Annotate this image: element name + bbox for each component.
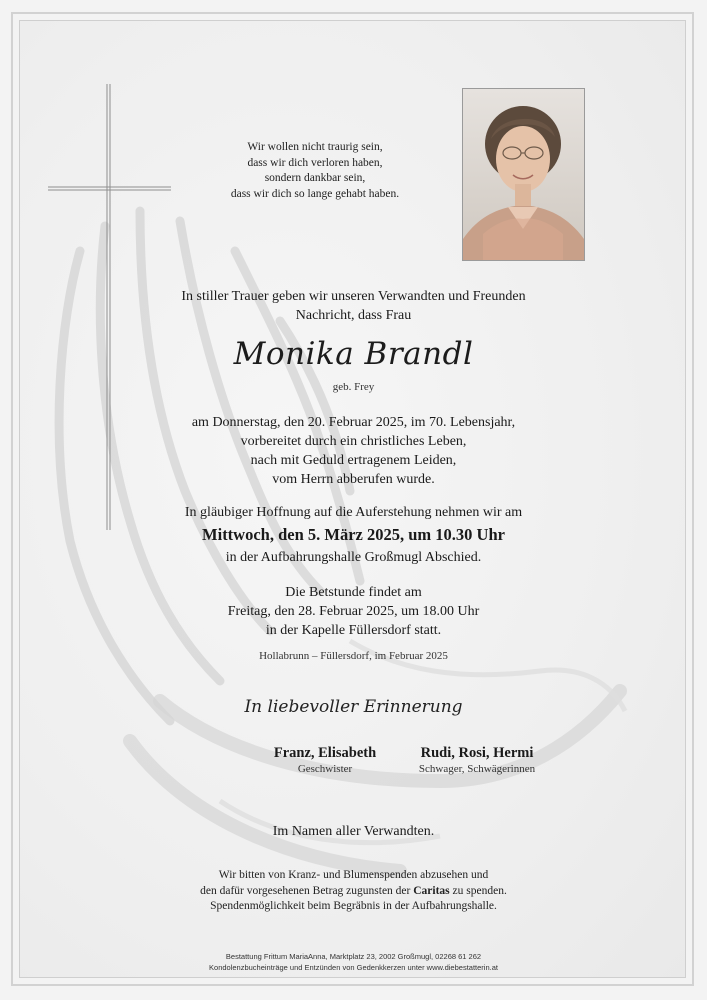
intro-text (0, 287, 707, 325)
funeral-intro: In gläubiger Hoffnung auf die Auferstehung nehmen wir am (184, 505, 523, 520)
poem-line: Wir wollen nicht traurig sein, (247, 141, 383, 153)
intro-line: In stiller Trauer geben wir unseren Verwandten und Freunden (181, 289, 526, 304)
birth-name: geb. Frey (332, 381, 375, 393)
deceased-name: Monika Brandl (233, 336, 474, 372)
donation-text: den dafür vorgesehenen Betrag zugunsten der (200, 884, 414, 897)
prayer-hour-line: Die Betstunde findet am (285, 585, 422, 600)
mourner-group (250, 744, 400, 776)
relatives-line: Im Namen aller Verwandten. (272, 824, 435, 839)
death-notice-line: vorbereitet durch ein christliches Leben, (240, 434, 467, 449)
footer-line: Bestattung Frittum MariaAnna, Marktplatz 23, 2002 Großmugl, 02268 61 262 (225, 952, 482, 961)
footer-line: Kondolenzbucheinträge und Entzünden von Gedenkkerzen unter www.diebestatterin.at (209, 963, 498, 972)
prayer-hour-line: Freitag, den 28. Februar 2025, um 18.00 Uhr (227, 604, 480, 619)
memory-heading: In liebevoller Erinnerung (244, 697, 463, 717)
intro-line: Nachricht, dass Frau (295, 308, 412, 323)
poem-line: dass wir dich so lange gehabt haben. (230, 187, 400, 200)
mourner-names: Franz, Elisabeth (273, 745, 377, 761)
donation-line: Spendenmöglichkeit beim Begräbnis in der Aufbahrungshalle. (210, 900, 497, 912)
funeral-date: Mittwoch, den 5. März 2025, um 10.30 Uhr (202, 525, 505, 544)
poem-line: dass wir dich verloren haben, (247, 156, 383, 169)
funeral-location: in der Aufbahrungshalle Großmugl Abschied. (225, 550, 482, 565)
donation-note (0, 868, 707, 915)
charity-name: Caritas (413, 884, 450, 897)
funeral-home-footer (0, 951, 707, 973)
death-notice-line: nach mit Geduld ertragenem Leiden, (250, 453, 457, 468)
prayer-hour (0, 583, 707, 640)
death-notice (0, 413, 707, 489)
memorial-poem (190, 140, 440, 202)
place-date: Hollabrunn – Füllersdorf, im Februar 2025 (259, 650, 448, 662)
death-notice-line: vom Herrn abberufen wurde. (272, 472, 435, 487)
mourner-names: Rudi, Rosi, Hermi (420, 745, 534, 761)
donation-text: zu spenden. (449, 884, 507, 897)
mourner-relation: Schwager, Schwägerinnen (418, 763, 536, 775)
prayer-hour-line: in der Kapelle Füllersdorf statt. (265, 623, 442, 638)
mourner-group (397, 744, 557, 776)
death-notice-line: am Donnerstag, den 20. Februar 2025, im 70. Lebensjahr, (191, 415, 516, 430)
poem-line: sondern dankbar sein, (264, 172, 366, 184)
donation-line: Wir bitten von Kranz- und Blumenspenden abzusehen und (218, 869, 489, 881)
mourner-relation: Geschwister (297, 763, 353, 775)
portrait-photo (462, 88, 585, 261)
donation-line (0, 884, 707, 900)
